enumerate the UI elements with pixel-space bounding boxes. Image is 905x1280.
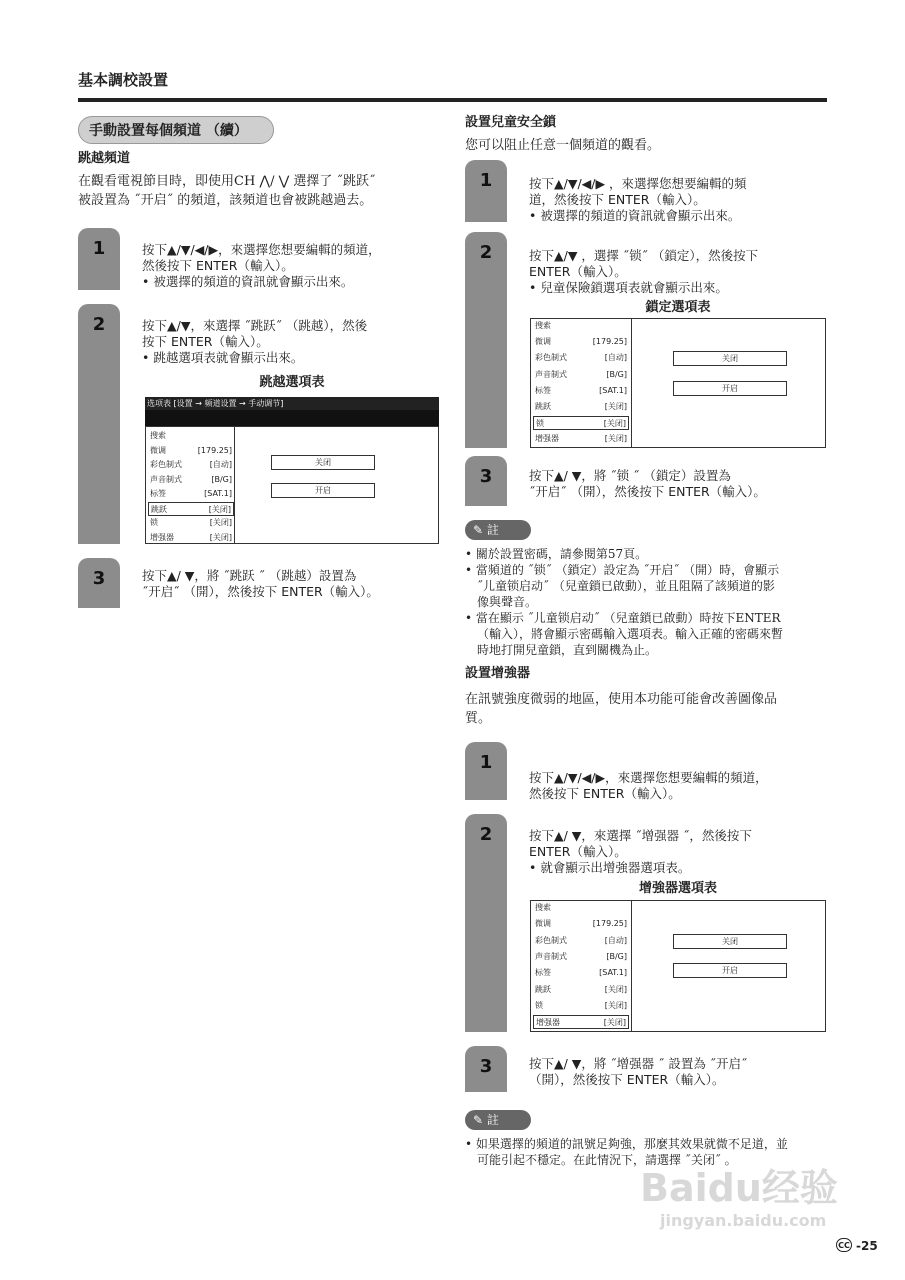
lock-step-3-text bbox=[529, 468, 766, 500]
paperclip-icon: ✎ bbox=[473, 523, 484, 537]
menu-row-value: [关闭] bbox=[208, 504, 231, 514]
menu-row[interactable] bbox=[533, 983, 629, 997]
menu-row-label: 微调 bbox=[535, 919, 551, 929]
menu-row-label: 搜索 bbox=[535, 321, 551, 330]
menu-row-label: 跳跃 bbox=[151, 504, 167, 514]
menu-row[interactable] bbox=[148, 429, 234, 443]
menu-row-value: [179.25] bbox=[197, 445, 232, 455]
step-number: 3 bbox=[479, 1056, 493, 1077]
menu-row-label: 搜索 bbox=[535, 903, 551, 912]
menu-row-value: [自动] bbox=[209, 460, 232, 469]
step-line: 然後按下 ENTER（輸入）。 bbox=[142, 258, 294, 273]
header-rule bbox=[78, 98, 827, 102]
menu-row-label: 锁 bbox=[536, 419, 544, 429]
menu-row-label: 声音制式 bbox=[535, 951, 567, 961]
section-subtitle: 跳越頻道 bbox=[78, 151, 131, 166]
menu-row-label: 彩色制式 bbox=[150, 460, 182, 469]
menu-row[interactable] bbox=[533, 432, 629, 446]
step-bullet: • 被選擇的頻道的資訊就會顯示出來。 bbox=[529, 208, 747, 224]
note-item: • 當頻道的 ˝锁˝ （鎖定）設定為 ˝开启˝ （開）時，會顯示 bbox=[465, 562, 827, 578]
menu-row[interactable] bbox=[533, 319, 629, 333]
menu-row[interactable] bbox=[533, 335, 629, 349]
menu-row-label: 标签 bbox=[535, 385, 551, 395]
step-bullet: • 就會顯示出增強器選項表。 bbox=[529, 860, 752, 876]
menu-divider bbox=[631, 319, 632, 447]
menu-row-label: 锁 bbox=[535, 1000, 543, 1010]
booster-intro bbox=[465, 690, 777, 728]
booster-step-1-text bbox=[529, 770, 768, 802]
step-2-tab bbox=[78, 304, 120, 544]
menu-row-label: 跳跃 bbox=[535, 402, 551, 411]
menu-row-value: [关闭] bbox=[209, 532, 232, 542]
menu-row-label: 声音制式 bbox=[150, 474, 182, 484]
menu-row[interactable] bbox=[533, 1015, 629, 1029]
menu-header-bar: 选项表 [设置 → 频道设置 → 手动调节] bbox=[145, 397, 439, 410]
note-item: • 如果選擇的頻道的訊號足夠強，那麼其效果就微不足道，並 bbox=[465, 1136, 827, 1152]
option-off[interactable]: 关闭 bbox=[673, 351, 787, 366]
note-item-cont: 可能引起不穩定。在此情況下，請選擇 ˝关闭˝ 。 bbox=[477, 1153, 737, 1167]
menu-row-label: 搜索 bbox=[150, 431, 166, 440]
lock-step-2-text bbox=[529, 248, 758, 296]
note-item: • 關於設置密碼，請參閱第57頁。 bbox=[465, 546, 827, 562]
menu-row-value: [关闭] bbox=[604, 402, 627, 411]
step-line: 然後按下 ENTER（輸入）。 bbox=[529, 786, 681, 801]
step-line: ˝开启˝ （開），然後按下 ENTER（輸入）。 bbox=[529, 484, 766, 499]
booster-notes bbox=[465, 1136, 827, 1168]
step-line: 按下▲/ ▼，將 ˝跳跃 ˝ （跳越）設置為 bbox=[142, 568, 357, 583]
step-2-text bbox=[142, 318, 367, 366]
step-number: 3 bbox=[479, 466, 493, 487]
menu-row[interactable] bbox=[533, 416, 629, 430]
step-line: 按下▲/▼/◀/▶，來選擇您想要編輯的頻道， bbox=[529, 770, 768, 785]
note-label-text: 註 bbox=[486, 1113, 499, 1127]
step-number: 3 bbox=[92, 568, 106, 589]
menu-row-value: [B/G] bbox=[606, 369, 627, 379]
step-3-text bbox=[142, 568, 379, 600]
step-line: ENTER（輸入）。 bbox=[529, 844, 627, 859]
step-bullet: • 被選擇的頻道的資訊就會顯示出來。 bbox=[142, 274, 381, 290]
menu-row-label: 锁 bbox=[150, 518, 158, 527]
baidu-watermark-logo: Baidu经验 bbox=[640, 1166, 838, 1210]
page-header-title: 基本調校設置 bbox=[78, 71, 169, 89]
menu-row[interactable] bbox=[148, 444, 234, 458]
menu-row-label: 彩色制式 bbox=[535, 935, 567, 945]
paperclip-icon: ✎ bbox=[473, 1113, 484, 1127]
option-on[interactable]: 开启 bbox=[673, 381, 787, 396]
lock-notes bbox=[465, 546, 827, 658]
menu-row-label: 跳跃 bbox=[535, 984, 551, 994]
menu-row-value: [179.25] bbox=[592, 919, 627, 929]
step-number: 1 bbox=[479, 170, 493, 191]
lock-intro: 您可以阻止任意一個頻道的觀看。 bbox=[465, 138, 661, 153]
menu-row[interactable] bbox=[533, 999, 629, 1013]
step-line: 道，然後按下 ENTER（輸入）。 bbox=[529, 192, 706, 207]
lock-note-label bbox=[465, 520, 531, 540]
step-1-tab bbox=[78, 228, 120, 290]
menu-title-bar bbox=[145, 410, 439, 426]
step-line: 按下▲/ ▼，將 ˝锁 ˝ （鎖定）設置為 bbox=[529, 468, 731, 483]
page-number: -25 bbox=[856, 1239, 878, 1253]
menu-row[interactable] bbox=[148, 516, 234, 530]
step-number: 2 bbox=[479, 824, 493, 845]
step-bullet: • 兒童保險鎖選項表就會顯示出來。 bbox=[529, 280, 758, 296]
menu-row-value: [SAT.1] bbox=[204, 489, 232, 498]
menu-row-value: [B/G] bbox=[606, 951, 627, 961]
menu-row[interactable] bbox=[148, 502, 234, 516]
menu-row[interactable] bbox=[148, 473, 234, 487]
menu-row[interactable] bbox=[533, 917, 629, 931]
step-1-text bbox=[142, 242, 381, 290]
menu-row-label: 彩色制式 bbox=[535, 353, 567, 363]
menu-row-label: 增强器 bbox=[150, 532, 174, 542]
step-line: ENTER（輸入）。 bbox=[529, 264, 627, 279]
menu-row-value: [B/G] bbox=[211, 474, 232, 484]
menu-row-value: [自动] bbox=[604, 353, 627, 363]
lock-step-1-tab bbox=[465, 160, 507, 222]
menu-row-value: [SAT.1] bbox=[599, 968, 627, 978]
lock-menu-panel bbox=[530, 318, 826, 448]
menu-divider bbox=[234, 427, 235, 543]
booster-step-3-tab bbox=[465, 1046, 507, 1092]
language-icon: CC bbox=[836, 1238, 852, 1252]
booster-step-3-text bbox=[529, 1056, 747, 1088]
step-line: ˝开启˝ （開），然後按下 ENTER（輸入）。 bbox=[142, 584, 379, 599]
menu-row[interactable] bbox=[533, 400, 629, 414]
note-item: • 當在顯示 ˝儿童锁启动˝ （兒童鎖已啟動）時按下ENTER bbox=[465, 610, 827, 626]
option-off[interactable]: 关闭 bbox=[673, 934, 787, 949]
step-number: 1 bbox=[92, 238, 106, 259]
note-item-cont: ˝儿童锁启动˝ （兒童鎖已啟動），並且阻隔了該頻道的影 bbox=[477, 579, 775, 593]
menu-row[interactable] bbox=[533, 966, 629, 980]
step-line: （開），然後按下 ENTER（輸入）。 bbox=[529, 1072, 725, 1087]
skip-menu-panel bbox=[145, 426, 439, 544]
intro-line: 質。 bbox=[465, 711, 492, 726]
intro-line-2: 被設置為 ˝开启˝ 的頻道，該頻道也會被跳越過去。 bbox=[78, 193, 373, 208]
booster-step-1-tab bbox=[465, 742, 507, 800]
booster-section-title: 設置增強器 bbox=[465, 666, 531, 681]
step-line: 按下▲/▼，來選擇 ˝跳跃˝ （跳越），然後 bbox=[142, 318, 368, 333]
step-bullet: • 跳越選項表就會顯示出來。 bbox=[142, 350, 367, 366]
note-item-cont: （輸入），將會顯示密碼輸入選項表。輸入正確的密碼來暫 bbox=[477, 627, 784, 641]
menu-row[interactable] bbox=[148, 487, 234, 501]
menu-row[interactable] bbox=[533, 351, 629, 365]
option-off[interactable]: 关闭 bbox=[271, 455, 375, 470]
menu-row-label: 增强器 bbox=[535, 434, 559, 444]
menu-row-label: 微调 bbox=[150, 445, 166, 455]
option-on[interactable]: 开启 bbox=[271, 483, 375, 498]
booster-step-2-tab bbox=[465, 814, 507, 1032]
step-line: 按下▲/ ▼，將 ˝增强器 ˝ 設置為 ˝开启˝ bbox=[529, 1056, 748, 1071]
menu-row-label: 微调 bbox=[535, 337, 551, 347]
menu-row[interactable] bbox=[533, 384, 629, 398]
menu-row-value: [关闭] bbox=[604, 434, 627, 444]
menu-row-value: [关闭] bbox=[209, 518, 232, 527]
lock-section-title: 設置兒童安全鎖 bbox=[465, 115, 557, 130]
menu-row-value: [关闭] bbox=[603, 419, 626, 429]
menu-divider bbox=[631, 901, 632, 1031]
note-label-text: 註 bbox=[486, 523, 499, 537]
booster-note-label bbox=[465, 1110, 531, 1130]
step-line: 按下 ENTER（輸入）。 bbox=[142, 334, 269, 349]
step-number: 2 bbox=[92, 314, 106, 335]
step-number: 1 bbox=[479, 752, 493, 773]
baidu-watermark-url: jingyan.baidu.com bbox=[660, 1211, 827, 1230]
menu-row-label: 声音制式 bbox=[535, 369, 567, 379]
menu-row-label: 标签 bbox=[150, 489, 166, 498]
step-line: 按下▲/▼ ，選擇 ˝锁˝ （鎖定），然後按下 bbox=[529, 248, 759, 263]
section-pill: 手動設置每個頻道 （續） bbox=[78, 116, 274, 144]
step-3-tab bbox=[78, 558, 120, 608]
menu-row[interactable] bbox=[533, 368, 629, 382]
menu-row-value: [关闭] bbox=[604, 1000, 627, 1010]
intro-line: 在訊號強度微弱的地區，使用本功能可能會改善圖像品 bbox=[465, 692, 778, 707]
menu-row-value: [SAT.1] bbox=[599, 385, 627, 395]
booster-menu-panel bbox=[530, 900, 826, 1032]
booster-table-title: 增強器選項表 bbox=[638, 881, 717, 896]
note-item-cont: 像與聲音。 bbox=[477, 595, 538, 609]
lock-step-1-text bbox=[529, 176, 747, 224]
menu-row-label: 标签 bbox=[535, 968, 551, 978]
step-line: 按下▲/ ▼，來選擇 ˝增强器 ˝，然後按下 bbox=[529, 828, 752, 843]
step-line: 按下▲/▼/◀/▶ ，來選擇您想要編輯的頻 bbox=[529, 176, 747, 191]
menu-row-value: [关闭] bbox=[603, 1018, 626, 1028]
menu-row[interactable] bbox=[533, 950, 629, 964]
lock-step-3-tab bbox=[465, 456, 507, 506]
lock-table-title: 鎖定選項表 bbox=[645, 300, 711, 315]
menu-row[interactable] bbox=[148, 531, 234, 545]
step-number: 2 bbox=[479, 242, 493, 263]
booster-step-2-text bbox=[529, 828, 752, 876]
menu-row-value: [关闭] bbox=[604, 984, 627, 994]
note-item-cont: 時地打開兒童鎖，直到關機為止。 bbox=[477, 643, 658, 657]
option-on[interactable]: 开启 bbox=[673, 963, 787, 978]
menu-row-value: [自动] bbox=[604, 935, 627, 945]
menu-row[interactable] bbox=[533, 934, 629, 948]
lock-step-2-tab bbox=[465, 232, 507, 448]
intro-text bbox=[78, 172, 376, 210]
step-line: 按下▲/▼/◀/▶，來選擇您想要編輯的頻道， bbox=[142, 242, 381, 257]
menu-row-label: 增强器 bbox=[536, 1018, 560, 1028]
menu-row[interactable] bbox=[533, 901, 629, 915]
menu-row[interactable] bbox=[148, 458, 234, 472]
menu-row-value: [179.25] bbox=[592, 337, 627, 347]
skip-table-title: 跳越選項表 bbox=[259, 375, 325, 390]
intro-line-1: 在觀看電視節目時，即使用CH ⋀/ ⋁ 選擇了 ˝跳跃˝ bbox=[78, 174, 376, 189]
